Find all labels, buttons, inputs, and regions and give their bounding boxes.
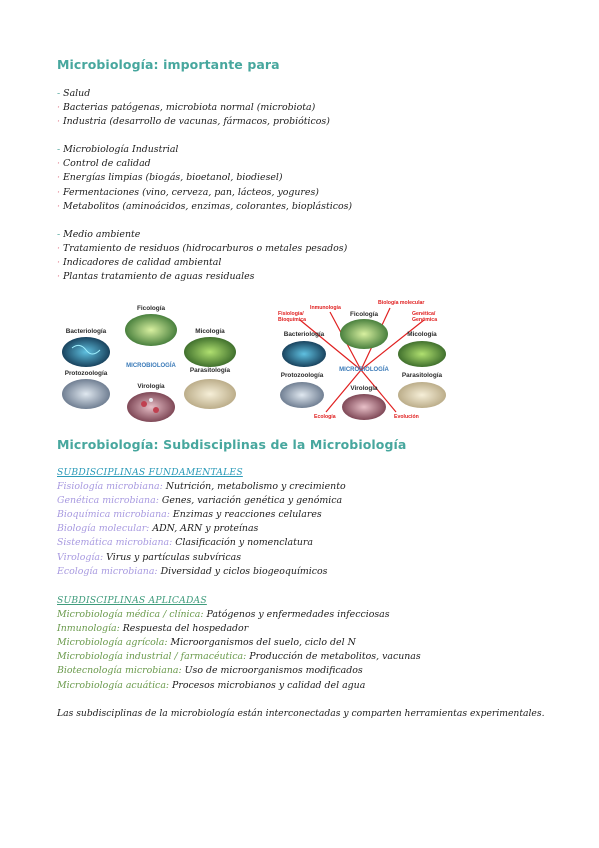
applied-title: SUBDISCIPLINAS APLICADAS bbox=[57, 595, 207, 606]
heading-importance: Microbiología: importante para bbox=[57, 57, 280, 72]
ficologia-image bbox=[125, 314, 177, 346]
protozoologia-image bbox=[280, 382, 324, 408]
protozoologia-image bbox=[62, 379, 110, 409]
list-item: Inmunología: Respuesta del hospedador bbox=[57, 623, 249, 635]
group-title-industrial: - Microbiología Industrial bbox=[57, 144, 179, 156]
list-item: · Industria (desarrollo de vacunas, fármacos, probióticos) bbox=[57, 116, 330, 128]
ficologia-image bbox=[340, 319, 388, 349]
node-label-micologia: Micología bbox=[195, 328, 225, 335]
list-item: · Bacterias patógenas, microbiota normal (microbiota) bbox=[57, 102, 316, 114]
node-label-protozoologia: Protozoología bbox=[64, 370, 108, 377]
list-item: Microbiología médica / clínica: Patógenos y enfermedades infecciosas bbox=[57, 609, 390, 621]
applied-list bbox=[57, 594, 421, 693]
micologia-image bbox=[184, 337, 236, 367]
list-item: Fisiología microbiana: Nutrición, metabolismo y crecimiento bbox=[57, 481, 346, 493]
list-item: Biología molecular: ADN, ARN y proteínas bbox=[57, 523, 259, 535]
red-label-fisiologia: Fisiología/ bbox=[278, 311, 304, 317]
center-label: MICROBIOLOGÍA bbox=[339, 367, 389, 373]
diagram-microbiology-interconnected bbox=[272, 298, 450, 424]
node-label-bacteriologia: Bacteriología bbox=[65, 328, 107, 335]
fundamental-title: SUBDISCIPLINAS FUNDAMENTALES bbox=[57, 467, 243, 478]
fundamental-list bbox=[57, 466, 346, 579]
list-item: Bioquímica microbiana: Enzimas y reacciones celulares bbox=[57, 509, 322, 521]
diagram-microbiology-branches bbox=[58, 300, 248, 424]
red-label-ecologia: Ecología bbox=[314, 414, 336, 420]
node-label-parasitologia: Parasitología bbox=[189, 367, 231, 374]
node-label-ficologia: Ficología bbox=[136, 305, 166, 312]
center-label: MICROBIOLOGÍA bbox=[126, 363, 176, 369]
virologia-image bbox=[127, 392, 175, 422]
red-label-genomica: Genómica bbox=[412, 317, 438, 323]
list-item: Ecología microbiana: Diversidad y ciclos biogeoquímicos bbox=[57, 565, 328, 577]
list-item: Virología: Virus y partículas subvíricas bbox=[57, 551, 242, 563]
bacteriologia-image bbox=[282, 341, 326, 367]
node-label-protozoologia: Protozoología bbox=[280, 372, 324, 379]
group-title-salud: - Salud bbox=[57, 88, 91, 99]
node-label-ficologia: Ficología bbox=[349, 311, 379, 318]
list-item: · Fermentaciones (vino, cerveza, pan, lácteos, yogures) bbox=[57, 186, 319, 198]
list-item: Genética microbiana: Genes, variación genética y genómica bbox=[57, 495, 343, 507]
red-label-inmunologia: Inmunología bbox=[310, 305, 341, 311]
list-item: · Energías limpias (biogás, bioetanol, biodiesel) bbox=[57, 172, 283, 184]
node-label-micologia: Micología bbox=[407, 331, 437, 338]
parasitologia-image bbox=[398, 382, 446, 408]
node-label-virologia: Virología bbox=[350, 385, 378, 392]
group-title-medio-ambiente: - Medio ambiente bbox=[57, 228, 141, 240]
red-label-genetica: Genética/ bbox=[412, 311, 436, 317]
list-item: Microbiología agrícola: Microorganismos del suelo, ciclo del N bbox=[57, 637, 356, 649]
list-item: Microbiología acuática: Procesos microbianos y calidad del agua bbox=[57, 679, 366, 691]
node-label-parasitologia: Parasitología bbox=[401, 372, 443, 379]
node-label-virologia: Virología bbox=[137, 383, 165, 390]
bacteriologia-image bbox=[62, 337, 110, 367]
importance-list bbox=[57, 87, 352, 284]
list-item: · Metabolitos (aminoácidos, enzimas, colorantes, bioplásticos) bbox=[57, 200, 353, 212]
virologia-image bbox=[342, 394, 386, 420]
list-item: Biotecnología microbiana: Uso de microorganismos modificados bbox=[57, 665, 363, 677]
parasitologia-image bbox=[184, 379, 236, 409]
red-label-biologia-molecular: Biología molecular bbox=[378, 300, 425, 306]
micologia-image bbox=[398, 341, 446, 367]
node-label-bacteriologia: Bacteriología bbox=[283, 331, 325, 338]
list-item: Sistemática microbiana: Clasificación y nomenclatura bbox=[57, 537, 313, 549]
red-label-bioquimica: Bioquímica bbox=[278, 317, 306, 323]
list-item: Microbiología industrial / farmacéutica: Producción de metabolitos, vacunas bbox=[57, 651, 421, 663]
heading-subdisciplines: Microbiología: Subdisciplinas de la Microbiología bbox=[57, 437, 407, 452]
list-item: · Tratamiento de residuos (hidrocarburos o metales pesados) bbox=[57, 242, 348, 254]
list-item: · Control de calidad bbox=[57, 158, 151, 170]
closing-note: Las subdisciplinas de la microbiología están interconectadas y comparten herramientas experimentales. bbox=[57, 708, 545, 719]
list-item: · Indicadores de calidad ambiental bbox=[57, 256, 222, 268]
list-item: · Plantas tratamiento de aguas residuales bbox=[57, 271, 255, 283]
red-label-evolucion: Evolución bbox=[394, 414, 419, 420]
